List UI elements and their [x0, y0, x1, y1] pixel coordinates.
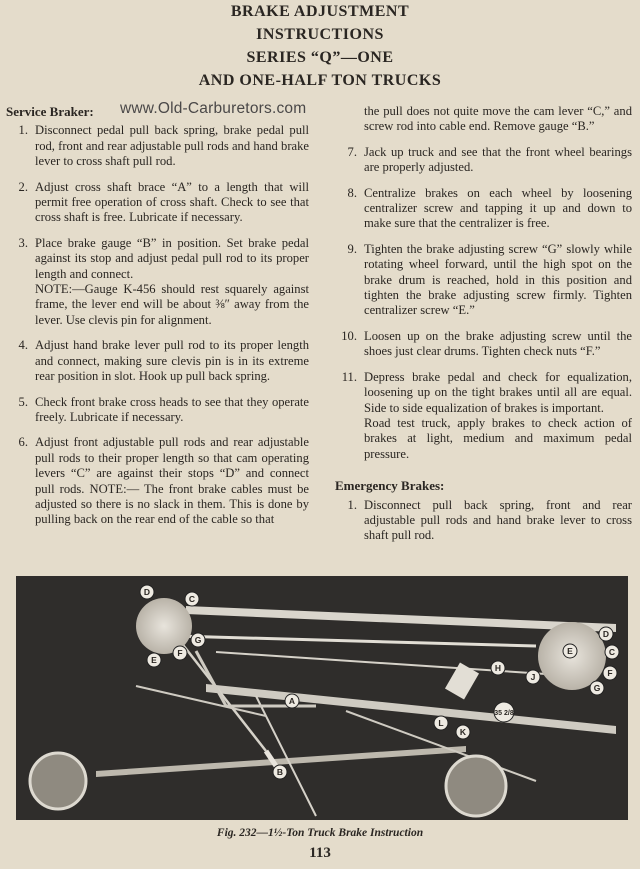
- svg-text:35 2/8: 35 2/8: [494, 710, 514, 717]
- item-text: Disconnect pull back spring, front and rear adjustable pull rods and hand brake lever to cross shaft pull rod.: [364, 497, 632, 543]
- item-text: Loosen up on the brake adjusting screw until the shoes just clear drums. Tighten check nuts “F.”: [364, 328, 632, 359]
- service-item-3: [6, 236, 309, 328]
- right-column: [335, 104, 632, 554]
- item-text: Place brake gauge “B” in position. Set brake pedal against its stop and adjust pedal pull rod to its proper length and connect.: [35, 235, 309, 281]
- svg-text:L: L: [438, 718, 444, 728]
- svg-text:K: K: [459, 727, 467, 737]
- item-number: 8.: [347, 185, 357, 200]
- callout-c-left: [185, 592, 199, 606]
- item-text: Jack up truck and see that the front wheel bearings are properly adjusted.: [364, 144, 632, 175]
- svg-text:F: F: [607, 668, 613, 678]
- service-item-10: [335, 329, 632, 360]
- svg-text:F: F: [177, 648, 183, 658]
- title-block: [0, 0, 640, 92]
- item-text: Disconnect pedal pull back spring, brake pedal pull rod, front and rear adjustable pull rods and hand brake lever to cross shaft pull rod.: [35, 123, 309, 169]
- item-text: Adjust cross shaft brace “A” to a length that will permit free operation of cross shaft. Check to see that cross shaft is free. Lubricate if necessary.: [35, 179, 309, 225]
- service-item-9: [335, 242, 632, 319]
- svg-text:A: A: [288, 696, 296, 706]
- service-item-6-continued: [335, 104, 632, 135]
- item-note: NOTE:—Gauge K-456 should rest squarely against frame, the lever end will be about ⅜″ away from the lever. Use clevis pin for alignment.: [35, 282, 309, 327]
- service-item-6: [6, 435, 309, 527]
- callout-f-right: [603, 666, 617, 680]
- brake-diagram-svg: [16, 576, 628, 820]
- title-line-4: AND ONE-HALF TON TRUCKS: [198, 72, 442, 89]
- callout-c-right: [605, 645, 619, 659]
- item-number: 4.: [18, 338, 28, 353]
- svg-text:E: E: [151, 655, 157, 665]
- callout-b: [273, 765, 287, 779]
- callout-d-right: [599, 627, 613, 641]
- service-item-11: [335, 370, 632, 462]
- service-item-2: [6, 180, 309, 226]
- item-text: Tighten the brake adjusting screw “G” slowly while rotating wheel forward, until the high spot on the brake drum is reached, hold in this position and tighten the brake adjusting screw firmly. Tighten centralizer screw “E.”: [364, 241, 632, 318]
- emergency-brakes-heading: Emergency Brakes:: [335, 478, 445, 494]
- svg-text:D: D: [602, 629, 610, 639]
- item-text: the pull does not quite move the cam lever “C,” and screw rod into cable end. Remove gauge “B.”: [364, 104, 632, 134]
- item-text: Check front brake cross heads to see that they operate freely. Lubricate if necessary.: [35, 394, 309, 424]
- item-text: Depress brake pedal and check for equalization, loosening up on the tight brakes until all are equal. Side to side equalization of brakes is important.: [364, 369, 632, 415]
- item-number: 1.: [347, 497, 357, 512]
- callout-e-left: [147, 653, 161, 667]
- service-item-8: [335, 186, 632, 232]
- service-item-5: [6, 395, 309, 426]
- callout-g-right: [590, 681, 604, 695]
- item-number: 2.: [18, 179, 28, 194]
- svg-text:D: D: [143, 587, 151, 597]
- svg-text:E: E: [567, 646, 573, 656]
- callout-d-left: [140, 585, 154, 599]
- callout-j: [526, 670, 540, 684]
- callout-a: [285, 694, 299, 708]
- item-note: Road test truck, apply brakes to check action of brakes at light, medium and maximum pedal pressure.: [364, 415, 632, 461]
- callout-h: [491, 661, 505, 675]
- svg-text:C: C: [188, 594, 196, 604]
- service-item-1: [6, 123, 309, 169]
- callout-l: [434, 716, 448, 730]
- svg-text:J: J: [530, 672, 536, 682]
- svg-text:C: C: [608, 647, 616, 657]
- brake-diagram-photo: [16, 576, 628, 820]
- svg-text:G: G: [593, 683, 601, 693]
- callout-f-left: [173, 646, 187, 660]
- item-number: 6.: [18, 435, 28, 450]
- left-column: [6, 104, 309, 538]
- title-line-3: SERIES “Q”—ONE: [246, 49, 394, 66]
- service-brakes-heading: Service Braker:: [6, 104, 94, 119]
- svg-text:H: H: [494, 663, 502, 673]
- callout-e-right: [563, 644, 577, 658]
- figure-caption: Fig. 232—1½-Ton Truck Brake Instruction: [216, 827, 424, 839]
- svg-text:G: G: [194, 635, 202, 645]
- callout-k: [456, 725, 470, 739]
- front-left-drum: [136, 598, 192, 654]
- emergency-item-1: [335, 498, 632, 544]
- item-body: [35, 236, 309, 328]
- item-number: 3.: [18, 235, 28, 250]
- item-number: 9.: [347, 241, 357, 256]
- item-body: [364, 370, 632, 462]
- item-number: 5.: [18, 394, 28, 409]
- title-line-2: INSTRUCTIONS: [256, 26, 384, 43]
- item-number: 11.: [341, 369, 357, 384]
- rear-left-drum: [30, 753, 86, 809]
- watermark-text: www.Old-Carburetors.com: [120, 100, 307, 117]
- callout-g-left: [191, 633, 205, 647]
- item-number: 1.: [18, 123, 28, 138]
- item-text: Adjust front adjustable pull rods and rear adjustable pull rods to their proper length so that cam operating levers “C” are against their stops “D” and connect pull rods. NOTE:— The front brake cables must be adjusted so there is no slack in them. This is done by pulling back on the rear end of the cable so that: [35, 435, 309, 527]
- page-number: 113: [309, 845, 331, 861]
- rear-right-drum: [446, 756, 506, 816]
- hub-label: [494, 702, 514, 722]
- svg-text:B: B: [276, 767, 284, 777]
- service-item-4: [6, 338, 309, 384]
- item-number: 7.: [347, 144, 357, 159]
- item-number: 10.: [341, 328, 357, 343]
- title-line-1: BRAKE ADJUSTMENT: [230, 3, 410, 20]
- item-text: Centralize brakes on each wheel by loosening centralizer screw and tapping it up and down to make sure that the centralizer is free.: [364, 185, 632, 231]
- service-item-7: [335, 145, 632, 176]
- item-text: Adjust hand brake lever pull rod to its proper length and connect, making sure clevis pin is in its extreme rear position in slot. Hook up pull back spring.: [35, 338, 309, 384]
